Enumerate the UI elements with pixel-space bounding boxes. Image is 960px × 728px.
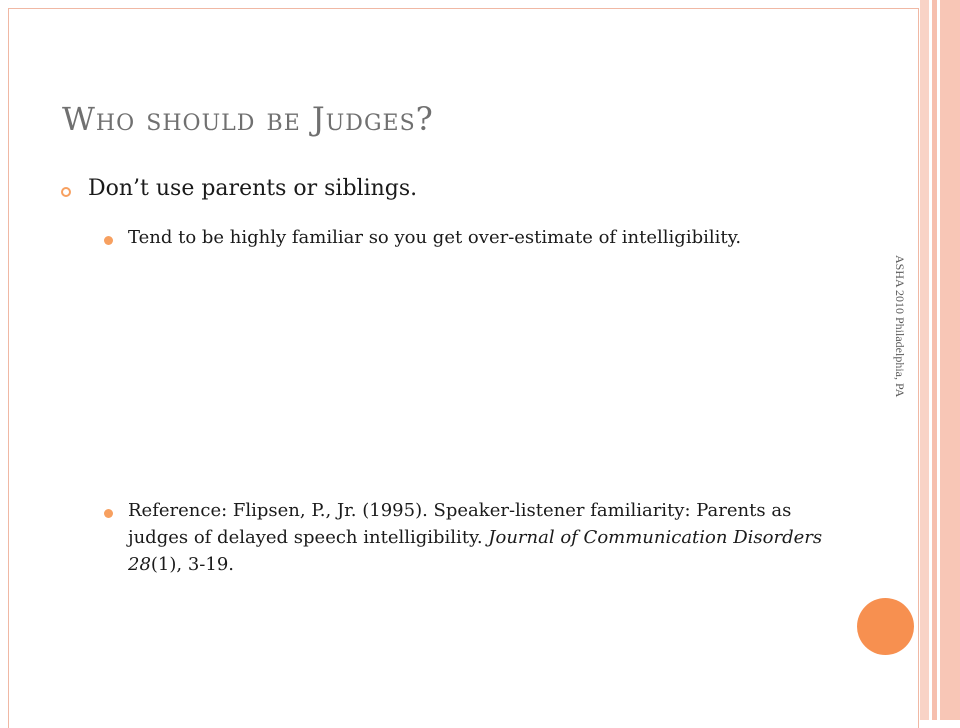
decorative-stripe: [920, 0, 929, 720]
decorative-stripe: [940, 0, 960, 720]
reference-journal: Journal of Communication Disorders 28: [128, 527, 823, 575]
decorative-circle-icon: [857, 598, 914, 655]
ring-bullet-icon: [61, 187, 71, 197]
dot-bullet-icon: [104, 236, 113, 245]
dot-bullet-icon: [104, 509, 113, 518]
main-bullet-text: Don’t use parents or siblings.: [88, 176, 418, 201]
sub-bullet-text: Tend to be highly familiar so you get over-estimate of intelligibility.: [128, 227, 742, 248]
reference-prefix: Reference: Flipsen, P., Jr. (1995). Speaker-listener familiarity: Parents as judges of delayed speech intelligibility.: [128, 500, 792, 548]
reference-text: [128, 497, 828, 578]
side-caption: ASHA 2010 Philadelphia, PA: [893, 255, 907, 398]
reference-suffix: (1), 3-19.: [150, 554, 235, 575]
slide-title: Who should be Judges?: [62, 100, 434, 138]
